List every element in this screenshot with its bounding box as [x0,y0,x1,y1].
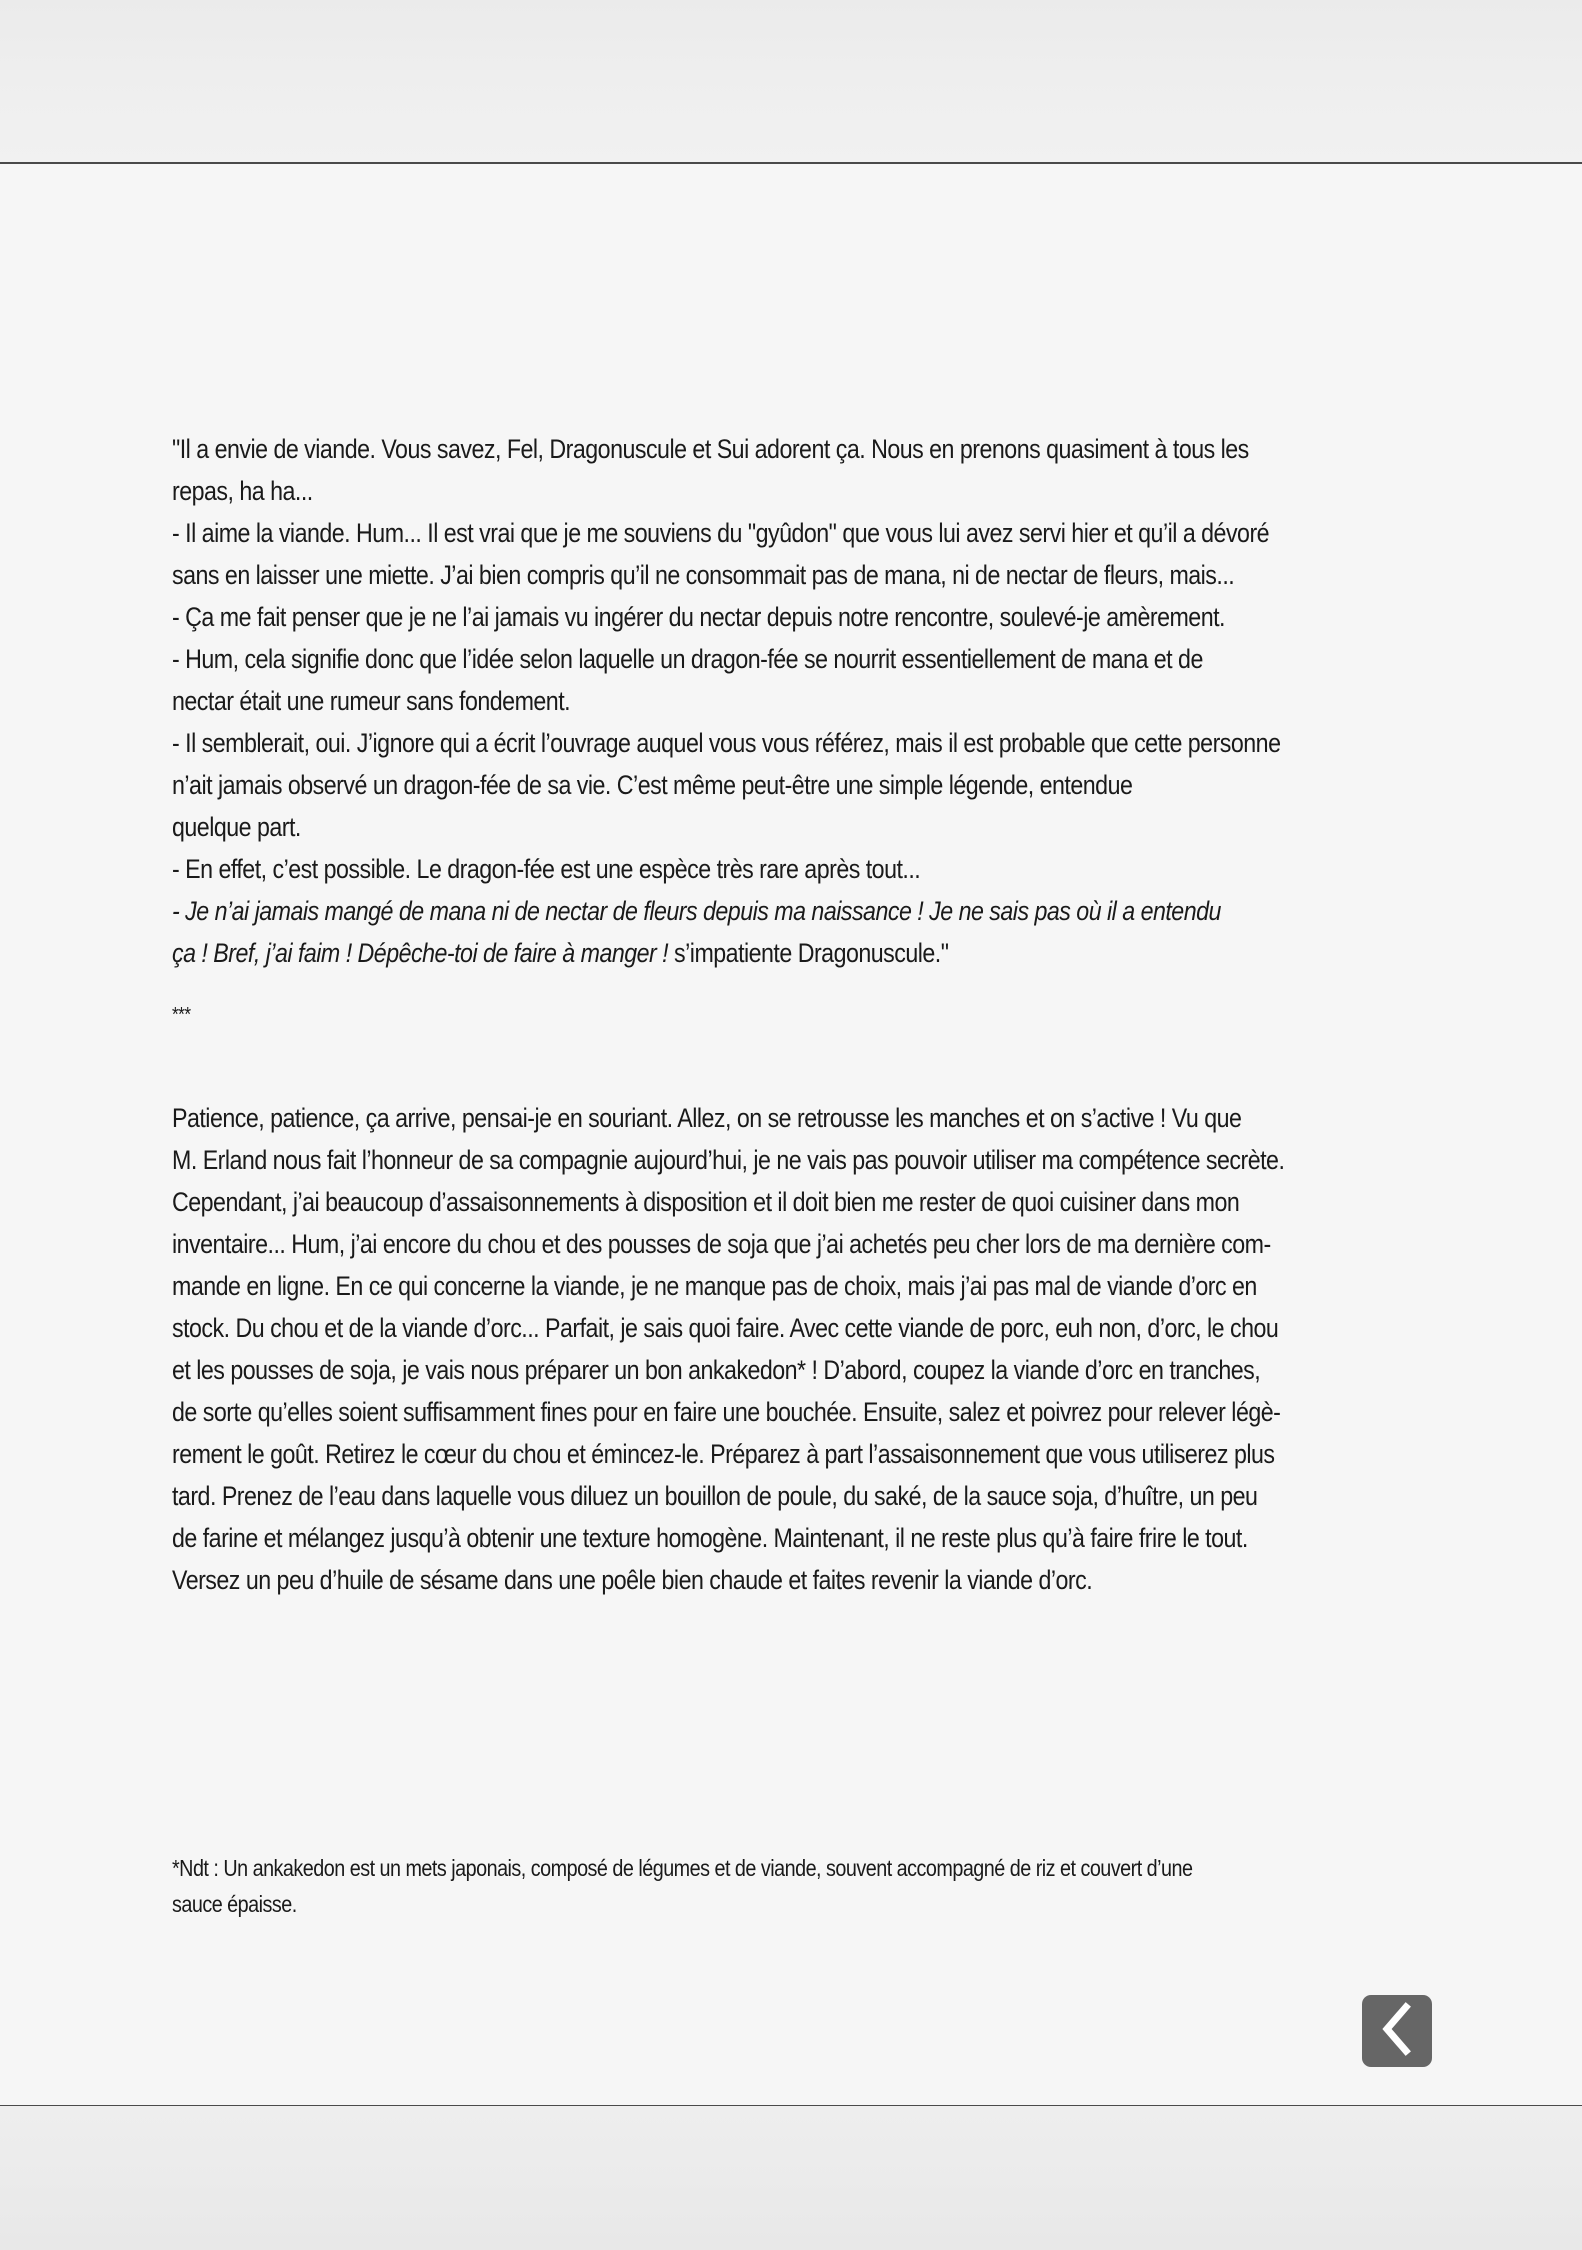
text-line: - En effet, c’est possible. Le dragon-fée est une espèce très rare après tout... [172,854,921,884]
text-line: n’ait jamais observé un dragon-fée de sa vie. C’est même peut-être une simple légende, entendue [172,770,1133,800]
footnote-line: *Ndt : Un ankakedon est un mets japonais, composé de légumes et de viande, souvent accompagné de riz et couvert d’une [172,1855,1193,1881]
chevron-left-icon [1377,2001,1417,2062]
back-button[interactable] [1362,1995,1432,2067]
text-line: - Hum, cela signifie donc que l’idée selon laquelle un dragon-fée se nourrit essentiellement de mana et de [172,644,1203,674]
text-line: tard. Prenez de l’eau dans laquelle vous diluez un bouillon de poule, du saké, de la sauce soja, d’huître, un peu [172,1481,1258,1511]
text-line: de sorte qu’elles soient suffisamment fines pour en faire une bouchée. Ensuite, salez et poivrez pour relever légè- [172,1397,1281,1427]
regular-span: s’impatiente Dragonuscule." [668,938,949,968]
text-line: stock. Du chou et de la viande d’orc... Parfait, je sais quoi faire. Avec cette viande de porc, euh non, d’orc, le chou [172,1313,1279,1343]
footnote [172,1850,1462,1922]
dialogue-block [172,428,1462,1096]
italic-line: - Je n’ai jamais mangé de mana ni de nectar de fleurs depuis ma naissance ! Je ne sais pas où il a entendu [172,896,1221,926]
text-line: de farine et mélangez jusqu’à obtenir une texture homogène. Maintenant, il ne reste plus qu’à faire frire le tout. [172,1523,1248,1553]
text-line: nectar était une rumeur sans fondement. [172,686,571,716]
text-line: quelque part. [172,812,301,842]
text-line: - Il semblerait, oui. J’ignore qui a écrit l’ouvrage auquel vous vous référez, mais il est probable que cette personne [172,728,1281,758]
header-band [0,0,1582,163]
top-divider [0,162,1582,164]
text-line: mande en ligne. En ce qui concerne la viande, je ne manque pas de choix, mais j’ai pas mal de viande d’orc en [172,1271,1257,1301]
footer-band [0,2106,1582,2250]
text-line: rement le goût. Retirez le cœur du chou et émincez-le. Préparez à part l’assaisonnement que vous utiliserez plus [172,1439,1275,1469]
text-line: - Ça me fait penser que je ne l’ai jamais vu ingérer du nectar depuis notre rencontre, soulevé-je amèrement. [172,602,1225,632]
text-line: M. Erland nous fait l’honneur de sa compagnie aujourd’hui, je ne vais pas pouvoir utiliser ma compétence secrète. [172,1145,1285,1175]
text-line: - Il aime la viande. Hum... Il est vrai que je me souviens du "gyûdon" que vous lui avez servi hier et qu’il a dévoré [172,518,1270,548]
text-line: et les pousses de soja, je vais nous préparer un bon ankakedon* ! D’abord, coupez la viande d’orc en tranches, [172,1355,1261,1385]
text-line: sans en laisser une miette. J’ai bien compris qu’il ne consommait pas de mana, ni de nectar de fleurs, mais... [172,560,1235,590]
text-line: repas, ha ha... [172,476,313,506]
section-separator: *** [172,1004,191,1026]
footnote-line: sauce épaisse. [172,1891,297,1917]
narrative-block [172,1097,1462,1601]
mixed-line [172,932,1462,974]
text-line: Cependant, j’ai beaucoup d’assaisonnements à disposition et il doit bien me rester de quoi cuisiner dans mon [172,1187,1240,1217]
text-line: Patience, patience, ça arrive, pensai-je en souriant. Allez, on se retrousse les manches et on s’active ! Vu que [172,1103,1242,1133]
italic-span: ça ! Bref, j’ai faim ! Dépêche-toi de faire à manger ! [172,938,669,968]
text-line: "Il a envie de viande. Vous savez, Fel, Dragonuscule et Sui adorent ça. Nous en prenons quasiment à tous les [172,434,1249,464]
text-line: Versez un peu d’huile de sésame dans une poêle bien chaude et faites revenir la viande d’orc. [172,1565,1093,1595]
text-line: inventaire... Hum, j’ai encore du chou et des pousses de soja que j’ai achetés peu cher lors de ma dernière com- [172,1229,1271,1259]
